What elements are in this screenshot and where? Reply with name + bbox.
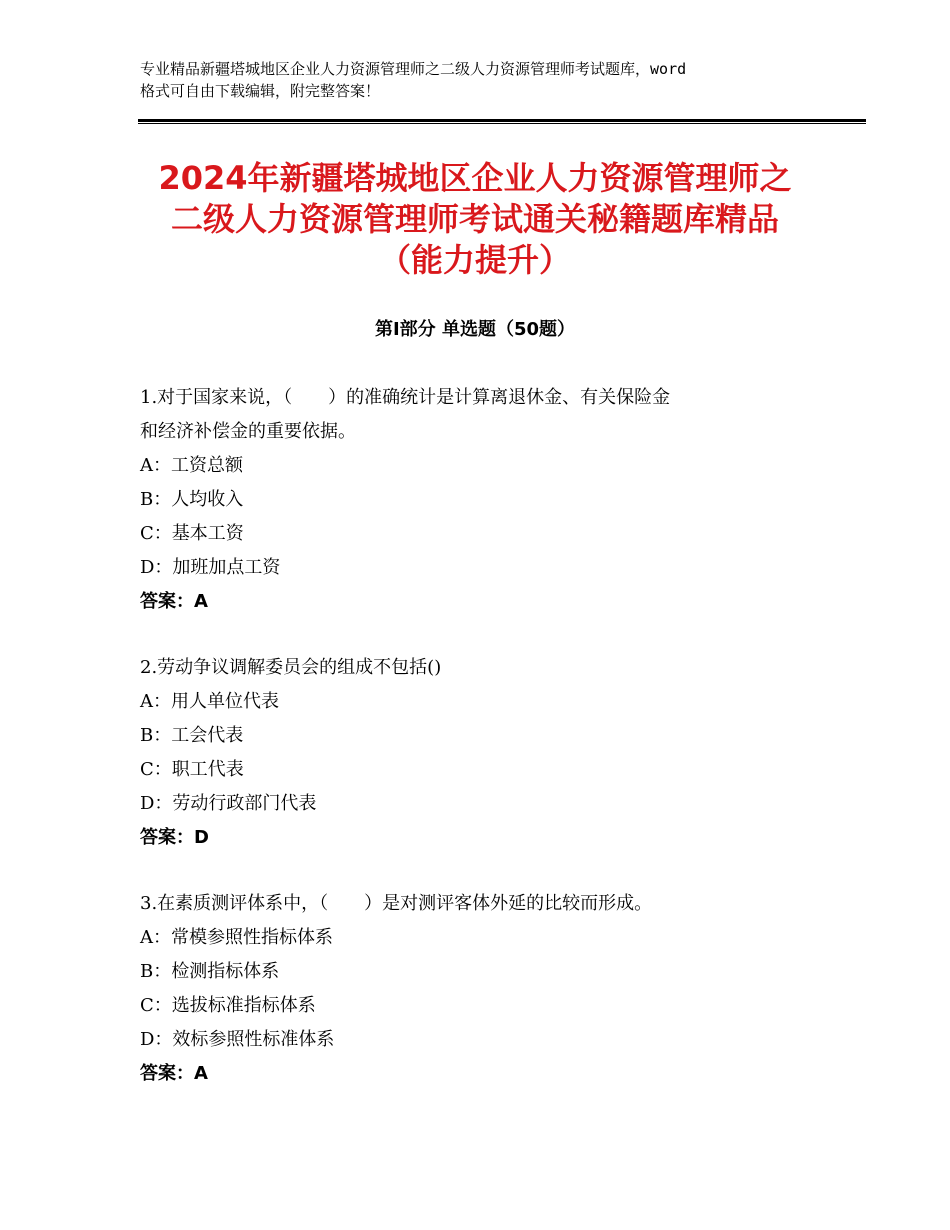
question-3 [140,887,820,1091]
option-b: B：人均收入 [140,489,244,510]
question-stem [140,381,820,449]
question-list [140,381,820,1123]
title-line-2: 二级人力资源管理师考试通关秘籍题库精品 [170,200,779,238]
option-c: C：职工代表 [140,759,244,780]
header-divider-thin [138,123,866,124]
option-a: A：工资总额 [140,455,243,476]
option-a: A：用人单位代表 [140,691,279,712]
option-d: D：加班加点工资 [140,557,281,578]
question-stem: 2.劳动争议调解委员会的组成不包括() [140,657,442,678]
question-2 [140,651,820,855]
section-heading: 第Ⅰ部分 单选题（50题） [374,319,575,340]
option-c: C：基本工资 [140,523,244,544]
option-a: A：常模参照性指标体系 [140,927,333,948]
header-note [140,58,820,102]
header-note-line-2: 格式可自由下载编辑，附完整答案！ [140,82,381,100]
option-b: B：检测指标体系 [140,961,280,982]
answer: 答案：A [140,1063,208,1084]
answer: 答案：D [140,827,209,848]
title-line-3: （能力提升） [378,241,571,279]
option-c: C：选拔标准指标体系 [140,995,316,1016]
header-note-line-1: 专业精品新疆塔城地区企业人力资源管理师之二级人力资源管理师考试题库，word [140,60,687,78]
title-line-1: 2024年新疆塔城地区企业人力资源管理师之 [158,159,792,197]
question-stem: 3.在素质测评体系中，（ ）是对测评客体外延的比较而形成。 [140,893,653,914]
question-1 [140,381,820,619]
document-title [140,158,810,281]
answer: 答案：A [140,591,208,612]
question-stem-line-1: 1.对于国家来说，（ ）的准确统计是计算离退休金、有关保险金 [140,387,671,408]
header-divider [138,119,866,124]
question-stem-line-2: 和经济补偿金的重要依据。 [140,421,356,442]
option-d: D：效标参照性标准体系 [140,1029,335,1050]
option-b: B：工会代表 [140,725,244,746]
option-d: D：劳动行政部门代表 [140,793,317,814]
